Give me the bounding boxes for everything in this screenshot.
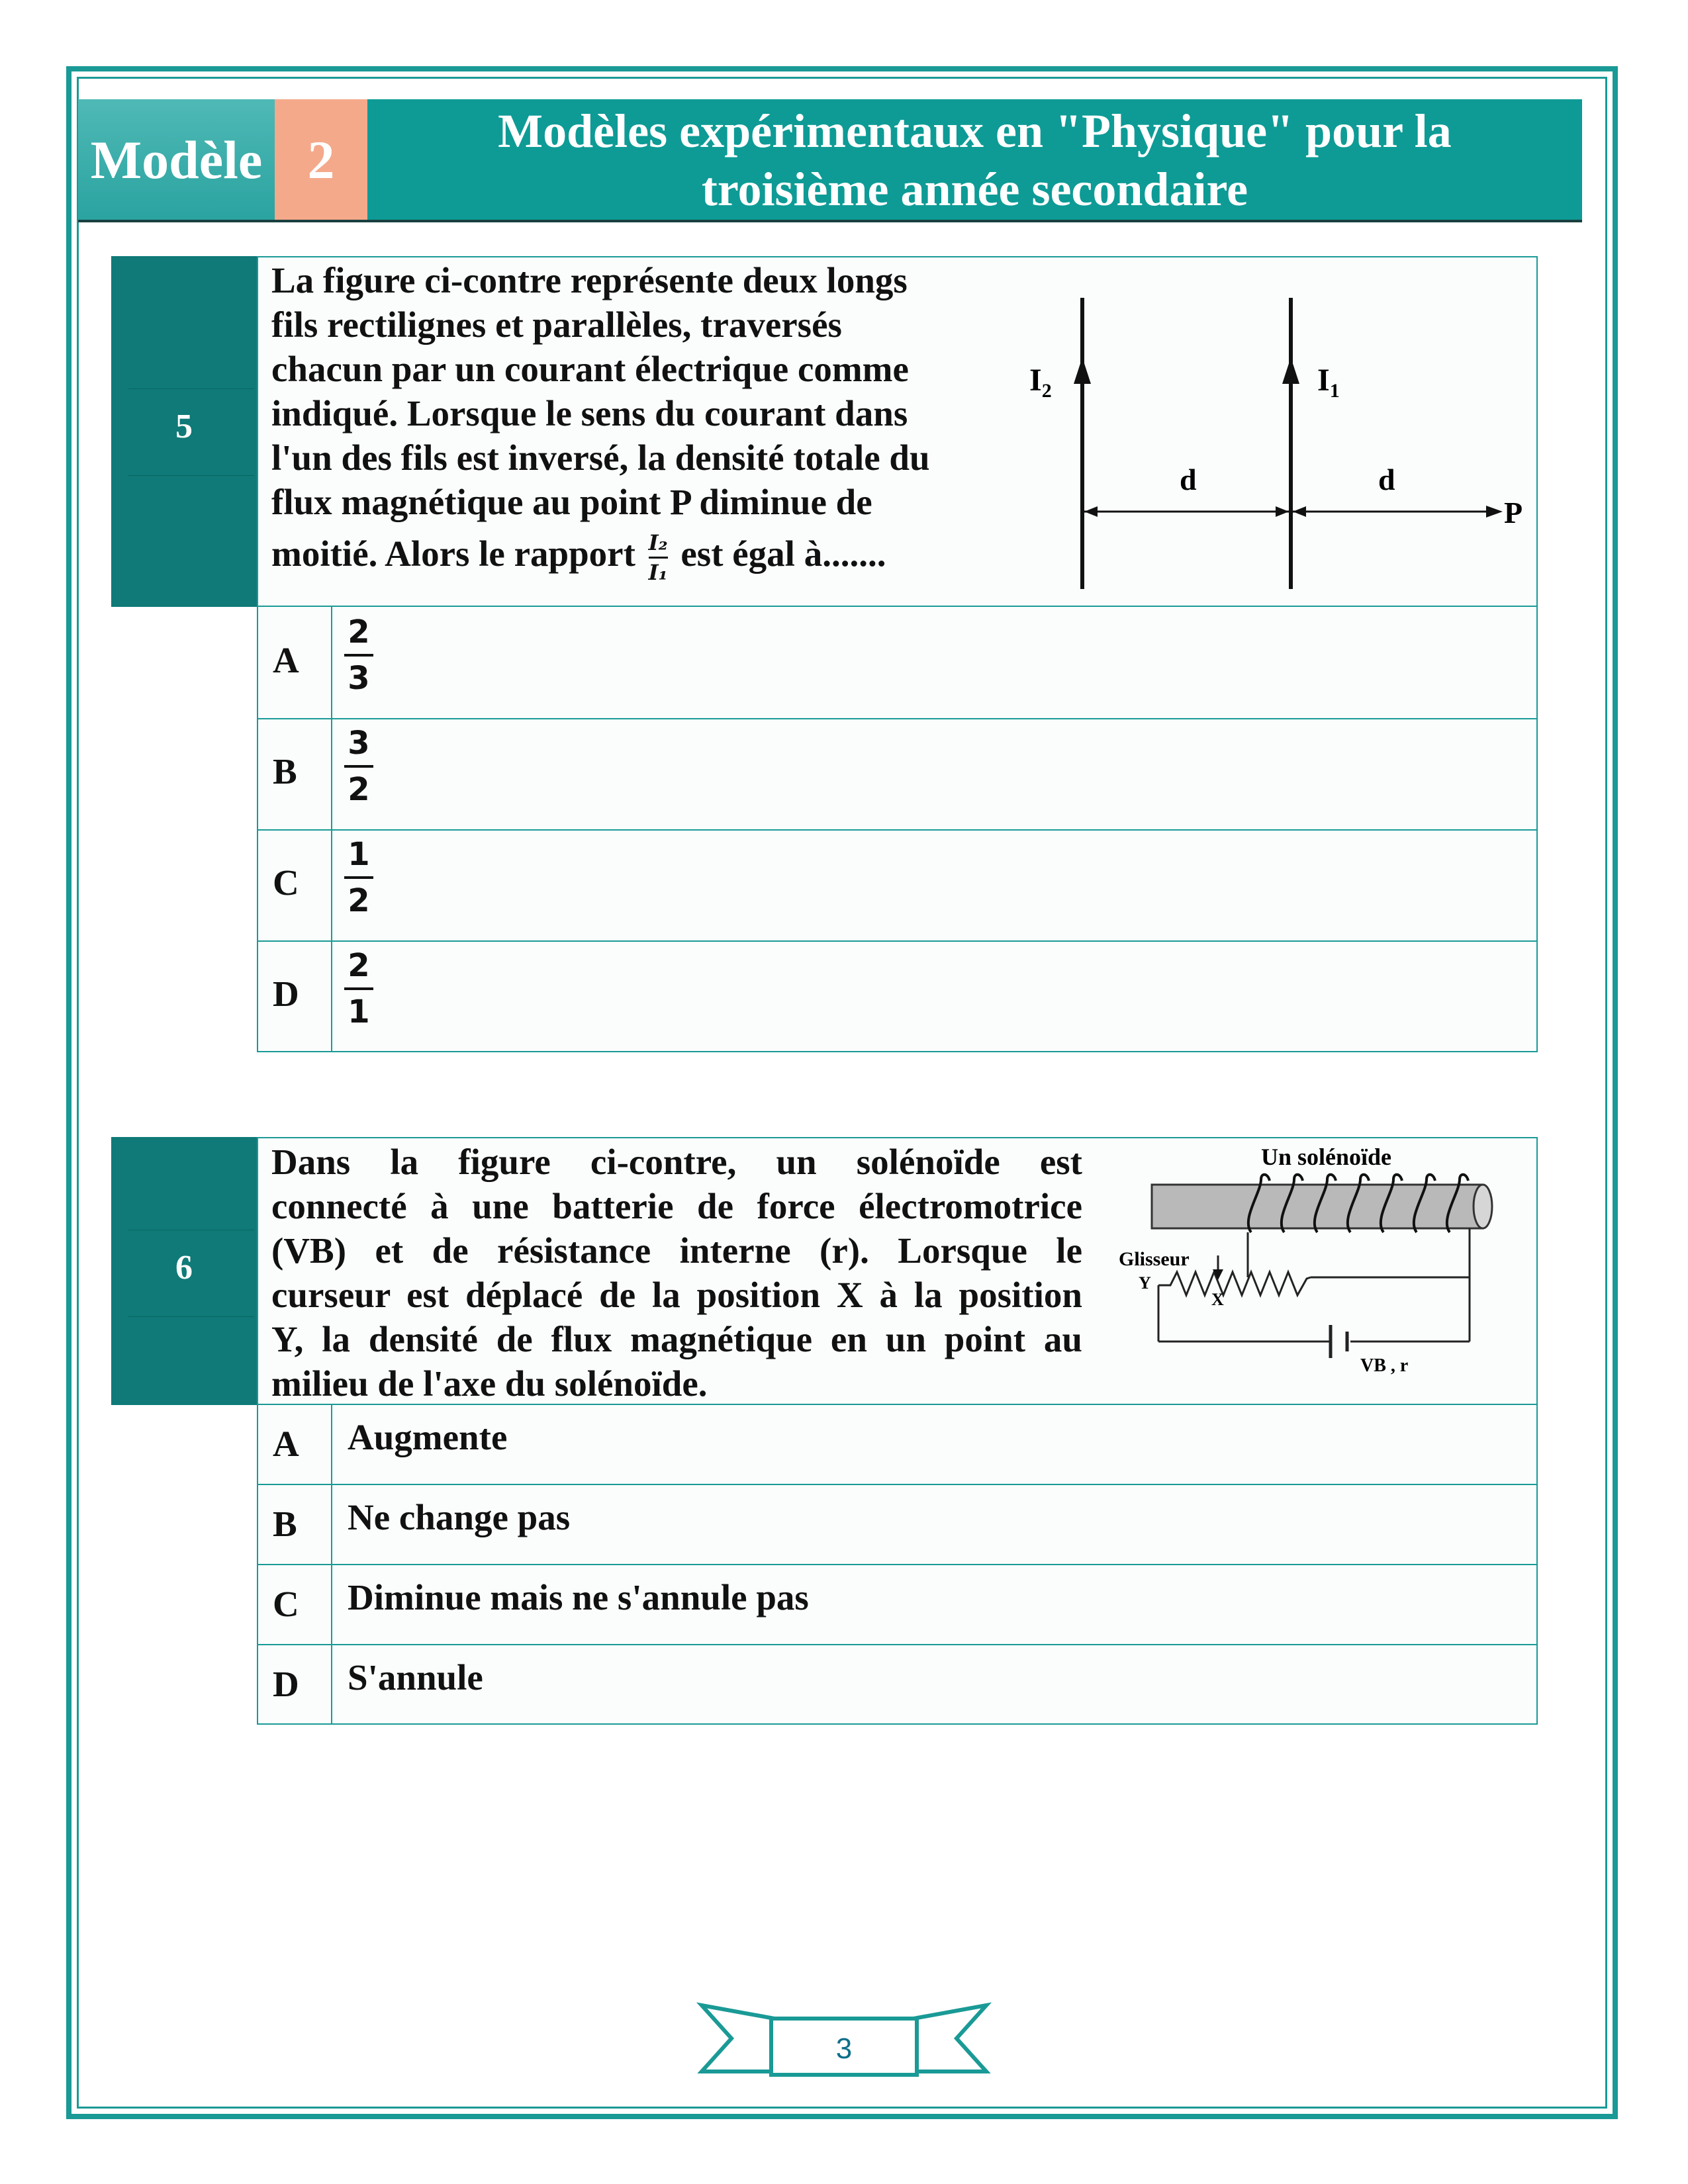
question-6-line: Y, la densité de flux magnétique en un point au (271, 1319, 1082, 1359)
question-5-number-box (111, 256, 257, 607)
option-letter-c: C (273, 862, 299, 903)
fraction-numerator: 3 (348, 725, 370, 762)
option-d-fraction[interactable] (344, 948, 373, 1030)
question-5-line: l'un des fils est inversé, la densité totale du (271, 437, 930, 478)
fraction-denominator: 1 (348, 993, 370, 1030)
question-5-line: indiqué. Lorsque le sens du courant dans (271, 393, 908, 433)
label-I1: $I_1$ (1317, 363, 1340, 402)
question-6-line: (VB) et de résistance interne (r). Lorsque le (271, 1230, 1082, 1271)
option-c-fraction[interactable] (344, 837, 373, 919)
option-b-text[interactable]: Ne change pas (348, 1497, 571, 1537)
label-X: X (1211, 1290, 1224, 1309)
question-5-line: chacun par un courant électrique comme (271, 349, 909, 389)
model-number-text: 2 (307, 129, 335, 190)
ratio-numerator: I₂ (648, 530, 668, 555)
fraction-denominator: 3 (348, 660, 370, 697)
fraction-denominator: 2 (348, 882, 370, 919)
option-c-text[interactable]: Diminue mais ne s'annule pas (348, 1577, 809, 1617)
model-label (78, 99, 275, 220)
glisseur-label: Glisseur (1119, 1248, 1190, 1270)
option-letter-d: D (273, 1664, 299, 1704)
question-5-line-part: est égal à....... (680, 533, 886, 574)
battery-label: VB , r (1360, 1355, 1409, 1376)
model-label-text: Modèle (90, 129, 263, 190)
question-6-line: curseur est déplacé de la position X à la position (271, 1275, 1082, 1315)
title-line-1: Modèles expérimentaux en "Physique" pour la (498, 104, 1452, 158)
question-5-line: fils rectilignes et parallèles, traversés (271, 304, 842, 345)
ratio-denominator: I₁ (648, 560, 668, 585)
question-5-line-part: moitié. Alors le rapport (271, 533, 635, 574)
solenoid-figure (1119, 1140, 1516, 1401)
option-separator (257, 940, 1538, 942)
label-d1: d (1180, 463, 1197, 496)
question-6-text (271, 1140, 1082, 1406)
option-letter-a: A (273, 640, 299, 680)
label-d2: d (1378, 463, 1395, 496)
fraction-numerator: 1 (348, 836, 370, 873)
fraction-denominator: 2 (348, 771, 370, 808)
option-a-fraction[interactable] (344, 614, 373, 696)
option-separator (257, 1484, 1538, 1485)
header-divider (78, 220, 1582, 222)
question-5-last-line (271, 531, 1000, 584)
solenoid-title: Un solénoïde (1261, 1144, 1392, 1170)
label-P: P (1504, 496, 1523, 529)
option-separator (257, 1644, 1538, 1645)
question-5-line: La figure ci-contre représente deux longs (271, 260, 908, 300)
option-b-fraction[interactable] (344, 725, 373, 807)
fraction-numerator: 2 (348, 947, 370, 984)
fraction-numerator: 2 (348, 614, 370, 651)
option-d-text[interactable]: S'annule (348, 1657, 483, 1698)
option-letter-b: B (273, 1504, 297, 1544)
option-separator (257, 718, 1538, 719)
option-letter-b: B (273, 751, 297, 792)
question-6-number-box (111, 1137, 257, 1405)
question-5-line: flux magnétique au point P diminue de (271, 482, 872, 522)
question-5-text (271, 258, 1000, 584)
option-separator (257, 829, 1538, 831)
page-title (367, 99, 1582, 220)
option-letter-c: C (273, 1584, 299, 1624)
label-I2: $I_2$ (1029, 363, 1052, 402)
question-6-line: milieu de l'axe du solénoïde. (271, 1363, 708, 1404)
option-letter-a: A (273, 1424, 299, 1464)
option-a-text[interactable]: Augmente (348, 1417, 508, 1457)
title-line-2: troisième année secondaire (701, 162, 1248, 216)
ratio-fraction (649, 531, 668, 584)
option-separator (257, 1564, 1538, 1565)
option-letter-d: D (273, 974, 299, 1014)
question-6-line: connecté à une batterie de force électromotrice (271, 1186, 1082, 1226)
question-6-line: Dans la figure ci-contre, un solénoïde est (271, 1142, 1082, 1182)
model-number (275, 99, 367, 220)
question-6-number: 6 (175, 1249, 193, 1287)
two-wires-figure (1006, 291, 1536, 596)
page-number: 3 (835, 2032, 853, 2065)
label-Y: Y (1139, 1273, 1151, 1293)
question-5-number: 5 (175, 408, 193, 445)
